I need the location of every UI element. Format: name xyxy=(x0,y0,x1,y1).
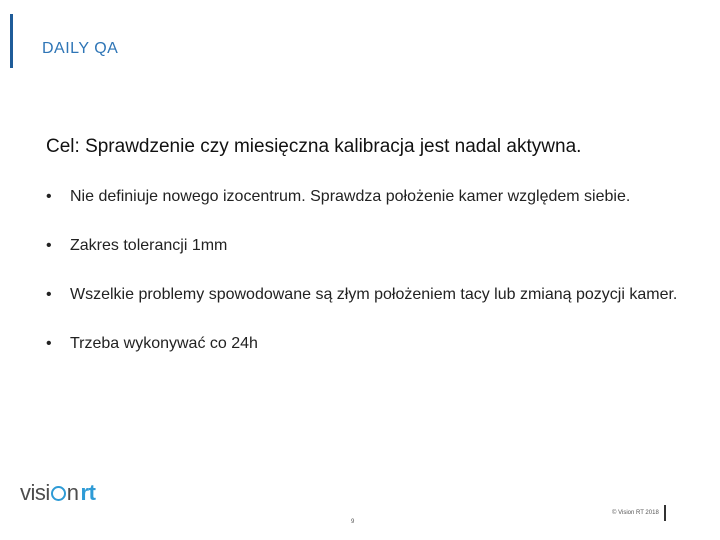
bullet-text: Nie definiuje nowego izocentrum. Sprawdza położenie kamer względem siebie. xyxy=(70,188,631,205)
logo-text-suffix: rt xyxy=(80,480,96,505)
copyright-text: © Vision RT 2018 xyxy=(612,510,659,516)
footer-divider xyxy=(664,505,666,521)
bullet-list xyxy=(46,186,686,382)
logo-text-prefix: visi xyxy=(20,480,50,505)
bullet-dot: • xyxy=(46,237,52,254)
bullet-text: Zakres tolerancji 1mm xyxy=(70,237,228,254)
vision-rt-logo xyxy=(20,480,95,506)
page-number: 9 xyxy=(351,519,355,525)
bullet-item xyxy=(46,284,686,305)
slide-subtitle: Cel: Sprawdzenie czy miesięczna kalibracja jest nadal aktywna. xyxy=(46,136,582,157)
bullet-text: Trzeba wykonywać co 24h xyxy=(70,335,258,352)
logo-text-mid: n xyxy=(66,480,79,505)
bullet-item xyxy=(46,235,686,256)
bullet-dot: • xyxy=(46,286,52,303)
bullet-item xyxy=(46,333,686,354)
bullet-dot: • xyxy=(46,335,52,352)
title-accent-bar xyxy=(10,14,13,68)
logo-ring-icon xyxy=(51,486,66,501)
bullet-item xyxy=(46,186,686,207)
slide-title: DAILY QA xyxy=(42,40,119,57)
bullet-text: Wszelkie problemy spowodowane są złym położeniem tacy lub zmianą pozycji kamer. xyxy=(70,286,678,303)
bullet-dot: • xyxy=(46,188,52,205)
